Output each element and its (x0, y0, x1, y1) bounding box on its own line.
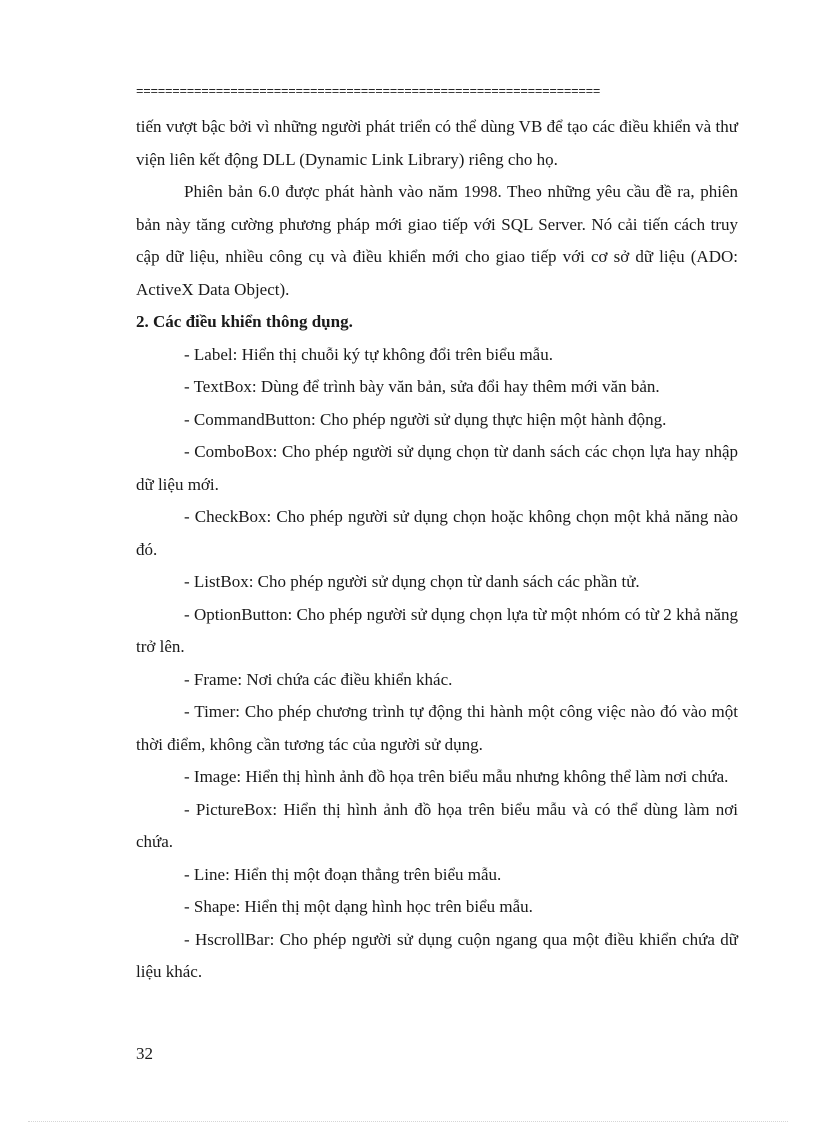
list-item-listbox: - ListBox: Cho phép người sử dụng chọn từ danh sách các phần tử. (184, 572, 640, 591)
section-heading: 2. Các điều khiển thông dụng. (136, 312, 353, 331)
page-bottom-border (28, 1121, 788, 1122)
list-item-shape: - Shape: Hiển thị một dạng hình học trên biểu mẫu. (184, 897, 533, 916)
list-item-combobox: - ComboBox: Cho phép người sử dụng chọn từ danh sách các chọn lựa hay nhập dữ liệu mới. (136, 442, 738, 494)
list-item-timer: - Timer: Cho phép chương trình tự động thi hành một công việc nào đó vào một thời điểm, không cần tương tác của người sử dụng. (136, 702, 738, 754)
header-rule: ================================================================ (136, 85, 601, 99)
paragraph: Phiên bản 6.0 được phát hành vào năm 1998. Theo những yêu cầu đề ra, phiên bản này tăng cường phương pháp mới giao tiếp với SQL Server. Nó cải tiến cách truy cập dữ liệu, nhiều công cụ và điều khiển mới cho giao tiếp với cơ sở dữ liệu (ADO: ActiveX Data Object). (136, 182, 738, 299)
list-item-optionbutton: - OptionButton: Cho phép người sử dụng chọn lựa từ một nhóm có từ 2 khả năng trở lên. (136, 604, 738, 656)
list-item-textbox: - TextBox: Dùng để trình bày văn bản, sửa đổi hay thêm mới văn bản. (184, 377, 660, 396)
list-item-picturebox: - PictureBox: Hiển thị hình ảnh đồ họa trên biểu mẫu và có thể dùng làm nơi chứa. (136, 799, 738, 851)
list-item-label: - Label: Hiển thị chuỗi ký tự không đổi trên biểu mẫu. (184, 344, 553, 364)
list-item-frame: - Frame: Nơi chứa các điều khiển khác. (184, 669, 453, 689)
list-item-commandbutton: - CommandButton: Cho phép người sử dụng thực hiện một hành động. (184, 409, 667, 429)
list-item-hscrollbar: - HscrollBar: Cho phép người sử dụng cuộn ngang qua một điều khiển chứa dữ liệu khác. (136, 929, 738, 981)
list-item-line: - Line: Hiển thị một đoạn thẳng trên biểu mẫu. (184, 864, 502, 884)
list-item-checkbox: - CheckBox: Cho phép người sử dụng chọn hoặc không chọn một khả năng nào đó. (136, 507, 738, 559)
list-item-image: - Image: Hiển thị hình ảnh đồ họa trên biểu mẫu nhưng không thể làm nơi chứa. (184, 767, 729, 786)
paragraph: tiến vượt bậc bởi vì những người phát triển có thể dùng VB để tạo các điều khiển và thư viện liên kết động DLL (Dynamic Link Library) riêng cho họ. (136, 117, 738, 169)
page-number: 32 (136, 1044, 153, 1063)
document-body (136, 111, 738, 989)
